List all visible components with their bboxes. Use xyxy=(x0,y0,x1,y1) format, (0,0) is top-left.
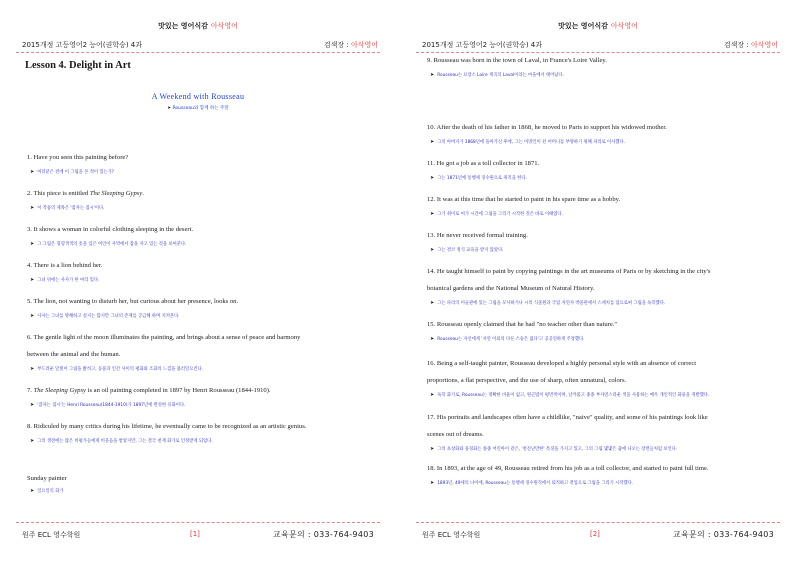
inspector-value: 아삭영어 xyxy=(750,41,778,49)
sentence-item xyxy=(27,259,376,283)
sentence-en: 5. The lion, not wanting to disturb her, but curious about her presence, looks on. xyxy=(27,298,239,305)
sentence-en: 1. Have you seen this painting before? xyxy=(27,154,129,161)
sentence-item xyxy=(27,295,376,319)
reading-title: A Weekend with Rousseau xyxy=(151,92,245,101)
sentence-en: 18. In 1893, at the age of 49, Rousseau retired from his job as a toll collector, and started to paint full time. xyxy=(427,465,709,472)
brand-name: 아삭영어 xyxy=(210,22,238,30)
page-number: [2] xyxy=(590,530,600,538)
sentence-item xyxy=(27,384,376,408)
page-footer xyxy=(12,530,384,542)
sentence-ko: ➤ 그가 취미로 여가 시간에 그림을 그리기 시작한 것은 바로 이때였다. xyxy=(430,211,563,217)
sentence-ko: ➤ 그의 아버지가 1868년에 돌아가신 후에, 그는 미망인이 된 어머니를 부양하기 위해 파리로 이사했다. xyxy=(430,139,625,145)
page-left xyxy=(12,0,384,566)
sentence-item xyxy=(427,121,776,145)
sentence-item xyxy=(427,229,776,253)
brand-slogan: 맛있는 영어식감 xyxy=(158,22,208,30)
sentence-ko: ➤ 1893년, 49세의 나이에, Rousseau는 통행세 징수원직에서 퇴직하고 전업으로 그림을 그리기 시작했다. xyxy=(430,480,634,486)
sentence-en: 17. His portraits and landscapes often have a childlike, "naive" quality, and some of his paintings look like xyxy=(427,414,708,421)
sentence-en: 12. It was at this time that he started to paint in his spare time as a hobby. xyxy=(427,196,621,203)
sentence-item xyxy=(427,357,776,398)
academy-name: 원주 ECL 영수학원 xyxy=(22,531,81,539)
sentence-item xyxy=(427,462,776,486)
arrow-icon: ➤ xyxy=(30,366,35,372)
sentence-item xyxy=(27,331,376,372)
inspector-label: 검색장 : xyxy=(323,41,349,49)
sentence-item xyxy=(427,193,776,217)
sentence-ko: ➤ 이 작품의 제목은 '잠자는 집시'이다. xyxy=(30,205,105,211)
sentence-ko: ➤ Rousseau는 자신에게 '자연 이외의 다른 스승은 없다'고 공공연하게 주장했다. xyxy=(430,336,585,342)
sentence-item xyxy=(27,187,376,211)
sentence-ko: ➤ 그는 파리의 미술관에 있는 그림을 모사하거나 시의 식물원과 국립 자연사 박물관에서 스케치를 함으로써 그림을 독학했다. xyxy=(430,300,666,306)
arrow-icon: ➤ xyxy=(30,205,35,211)
sentence-item xyxy=(427,318,776,342)
sentence-en-cont: proportions, a flat perspective, and the use of sharp, often unnatural, colors. xyxy=(427,377,627,384)
sentence-ko: ➤ 그녀 뒤에는 사자가 한 마리 있다. xyxy=(30,277,100,283)
arrow-icon: ➤ xyxy=(30,438,35,444)
sentence-ko: ➤ 일요일의 화가 xyxy=(30,488,64,494)
course-title: 2015개정 고등영어2 능어(권학승) 4과 xyxy=(22,41,143,49)
arrow-icon: ➤ xyxy=(430,392,435,398)
sentence-ko: ➤ 그는 1871년에 통행세 징수원으로 취직을 한다. xyxy=(430,175,527,181)
arrow-icon: ➤ xyxy=(430,72,435,78)
sentence-ko: ➤ 그는 결코 정식 교육을 받지 않았다. xyxy=(430,247,504,253)
sentence-item xyxy=(27,472,376,494)
sentence-en: 9. Rousseau was born in the town of Laval, in France's Loire Valley. xyxy=(427,57,607,64)
contact-info: 교육문의 : 033-764-9403 xyxy=(672,530,774,539)
page-footer xyxy=(412,530,784,542)
arrow-icon: ➤ xyxy=(30,488,35,494)
sentence-en: 14. He taught himself to paint by copying paintings in the art museums of Paris or by sketching in the city's xyxy=(427,268,711,275)
sentence-list-left xyxy=(27,0,376,566)
brand-slogan: 맛있는 영어식감 xyxy=(558,22,608,30)
sentence-ko: ➤ 그의 초상화와 풍경화는 종종 어린아이 같은, '천진난만한' 특징을 가지고 있고, 그의 그림 몇몇은 꿈에 나오는 장면들처럼 보인다. xyxy=(430,446,678,452)
sentence-en: 3. It shows a woman in colorful clothing sleeping in the desert. xyxy=(27,226,194,233)
arrow-icon: ➤ xyxy=(430,175,435,181)
sentence-en-cont: scenes out of dreams. xyxy=(427,431,484,438)
sentence-ko: ➤ 독학 화가로, Rousseau는 정확한 비율이 없고, 원근법이 평면적이며, 날카롭고 종종 부자연스러운 색을 사용하는 매우 개인적인 화풍을 개발했다. xyxy=(430,392,710,398)
sentence-en-cont: between the animal and the human. xyxy=(27,351,121,358)
sentence-en: 2. This piece is entitled The Sleeping Gypsy. xyxy=(27,190,144,197)
sentence-en: 6. The gentle light of the moon illuminates the painting, and brings about a sense of peace and harmony xyxy=(27,334,301,341)
academy-name: 원주 ECL 영수학원 xyxy=(422,531,481,539)
arrow-icon: ➤ xyxy=(30,402,35,408)
arrow-icon: ➤ xyxy=(430,139,435,145)
inspector-value: 아삭영어 xyxy=(350,41,378,49)
arrow-icon: ➤ xyxy=(430,336,435,342)
sentence-item xyxy=(27,420,376,444)
arrow-icon: ➤ xyxy=(30,169,35,175)
reading-title-ko: ➤ Rousseau와 함께 하는 주말 xyxy=(167,106,229,111)
sentence-ko: ➤ 사자는 그녀를 방해하고 싶지는 않지만 그녀의 존재를 궁금해 하며 지켜본다. xyxy=(30,313,180,319)
sentence-item xyxy=(427,157,776,181)
inspector-label: 검색장 : xyxy=(723,41,749,49)
sentence-en: 10. After the death of his father in 1868, he moved to Paris to support his widowed mother. xyxy=(427,124,667,131)
page-number: [1] xyxy=(190,530,200,538)
sentence-en: Sunday painter xyxy=(27,475,67,482)
sentence-en: 11. He got a job as a toll collector in 1871. xyxy=(427,160,540,167)
contact-info: 교육문의 : 033-764-9403 xyxy=(272,530,374,539)
arrow-icon: ➤ xyxy=(30,313,35,319)
page-right xyxy=(412,0,784,566)
sentence-en: 8. Ridiculed by many critics during his lifetime, he eventually came to be recognized as an artistic genius. xyxy=(27,423,307,430)
footer-divider xyxy=(416,522,780,523)
brand-name: 아삭영어 xyxy=(610,22,638,30)
arrow-icon: ➤ xyxy=(430,446,435,452)
sentence-en-cont: botanical gardens and the National Museum of Natural History. xyxy=(427,285,595,292)
arrow-icon: ➤ xyxy=(430,480,435,486)
sentence-item xyxy=(427,411,776,452)
lesson-title: Lesson 4. Delight in Art xyxy=(25,60,131,71)
sentence-ko: ➤ 여러분은 전에 이 그림을 본 적이 있는가? xyxy=(30,169,115,175)
sentence-item xyxy=(427,54,776,78)
arrow-icon: ➤ xyxy=(30,277,35,283)
sentence-en: 7. The Sleeping Gypsy is an oil painting completed in 1897 by Henri Rousseau (1844-1910). xyxy=(27,387,271,394)
arrow-icon: ➤ xyxy=(430,211,435,217)
sentence-en: 15. Rousseau openly claimed that he had "no teacher other than nature." xyxy=(427,321,618,328)
sentence-ko: ➤ '잠자는 집시'는 Henri Rousseau(1844-1910)가 1897년에 완성한 유화이다. xyxy=(30,402,186,408)
sentence-item xyxy=(27,151,376,175)
sentence-en: 13. He never received formal training. xyxy=(427,232,528,239)
arrow-icon: ➤ xyxy=(30,241,35,247)
sentence-ko: ➤ 그 그림은 형형색색의 옷을 입은 여인이 사막에서 잠을 자고 있는 것을 보여준다. xyxy=(30,241,187,247)
sentence-item xyxy=(27,223,376,247)
sentence-item xyxy=(427,265,776,306)
sentence-en: 4. There is a lion behind her. xyxy=(27,262,103,269)
footer-divider xyxy=(16,522,380,523)
arrow-icon: ➤ xyxy=(430,300,435,306)
sentence-list-right xyxy=(427,0,776,566)
sentence-en: 16. Being a self-taught painter, Rousseau developed a highly personal style with an absence of correct xyxy=(427,360,697,367)
sentence-ko: ➤ 그의 생전에는 많은 비평가들에게 비웃음을 받았지만, 그는 결국 천재 화가로 인정받게 되었다. xyxy=(30,438,213,444)
sentence-ko: ➤ Rousseau는 프랑스 Loire 계곡의 Laval이라는 마을에서 태어났다. xyxy=(430,72,564,78)
course-title: 2015개정 고등영어2 능어(권학승) 4과 xyxy=(422,41,543,49)
arrow-icon: ➤ xyxy=(430,247,435,253)
sentence-ko: ➤ 부드러운 달빛이 그림을 밝히고, 동물과 인간 사이의 평화와 조화의 느낌을 불러일으킨다. xyxy=(30,366,204,372)
